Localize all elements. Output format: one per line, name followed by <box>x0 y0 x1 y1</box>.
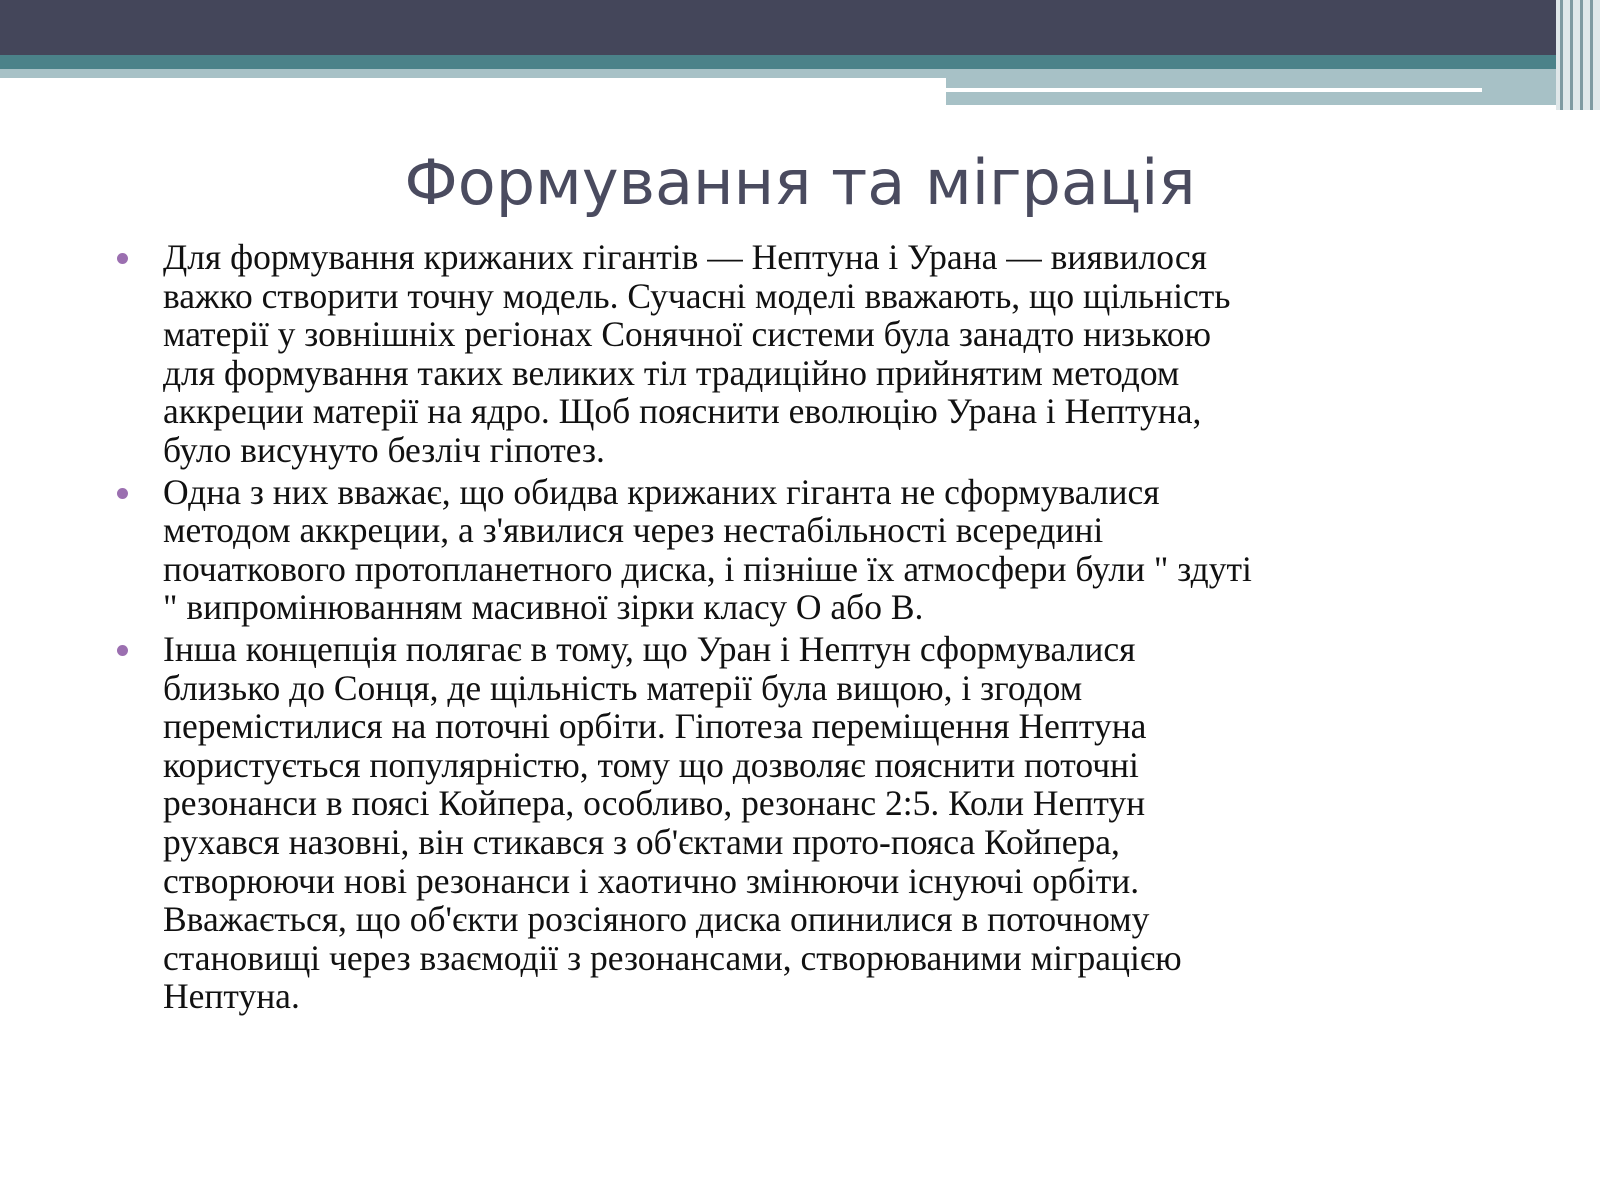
corner-stripe <box>1570 0 1573 110</box>
bullet-line: близько до Сонця, де щільність матерії була вищою, і згодом <box>163 667 1083 708</box>
bullet-line: було висунуто безліч гіпотез. <box>163 429 605 470</box>
bullet-line: користується популярністю, тому що дозволяє пояснити поточні <box>163 744 1139 785</box>
bullet-line: Для формування крижаних гігантів — Нептуна і Урана — виявилося <box>163 237 1207 277</box>
bullet-icon <box>117 253 128 264</box>
bullet-item <box>115 473 1520 627</box>
bullet-line: резонанси в поясі Койпера, особливо, резонанс 2:5. Коли Нептун <box>163 783 1146 824</box>
header-band-dark <box>0 0 1600 55</box>
bullet-line: аккреции матерії на ядро. Щоб пояснити еволюцію Урана і Нептуна, <box>163 391 1202 432</box>
bullet-icon <box>117 488 128 499</box>
bullet-list <box>115 238 1520 1019</box>
bullet-line: " випромінюванням масивної зірки класу O або B. <box>163 587 924 628</box>
bullet-line: методом аккреции, а з'явилися через нестабільності всередині <box>163 510 1104 551</box>
bullet-line: Інша концепція полягає в тому, що Уран і Нептун сформувалися <box>163 628 1136 669</box>
bullet-item <box>115 630 1520 1016</box>
bullet-line: створюючи нові резонанси і хаотично змінюючи існуючі орбіти. <box>163 860 1140 901</box>
bullet-line: початкового протопланетного диска, і пізніше їх атмосфери були " здуті <box>163 548 1252 589</box>
bullet-line: перемістилися на поточні орбіти. Гіпотеза переміщення Нептуна <box>163 706 1147 747</box>
header-band-light-left <box>0 69 946 78</box>
corner-stripe <box>1590 0 1593 110</box>
bullet-line: важко створити точну модель. Сучасні моделі вважають, що щільність <box>163 275 1231 316</box>
bullet-item <box>115 238 1520 470</box>
header-band-light-right <box>946 69 1600 105</box>
bullet-line: рухався назовні, він стикався з об'єктами прото-пояса Койпера, <box>163 821 1120 862</box>
bullet-line: Одна з них вважає, що обидва крижаних гіганта не сформувалися <box>163 471 1160 512</box>
bullet-line: для формування таких великих тіл традиційно прийнятим методом <box>163 352 1180 393</box>
bullet-line: Вважається, що об'єкти розсіяного диска опинилися в поточному <box>163 899 1150 940</box>
bullet-line: матерії у зовнішніх регіонах Сонячної системи була занадто низькою <box>163 314 1212 355</box>
header-band-teal <box>0 55 1600 69</box>
header-divider-line <box>946 88 1482 92</box>
corner-stripe <box>1580 0 1583 110</box>
bullet-line: становищі через взаємодії з резонансами, створюваними міграцією <box>163 937 1182 978</box>
corner-stripes <box>1556 0 1600 110</box>
corner-stripe <box>1560 0 1563 110</box>
header-notch <box>1290 105 1600 109</box>
slide-title: Формування та міграція <box>404 146 1196 219</box>
bullet-icon <box>117 645 128 656</box>
bullet-line: Нептуна. <box>163 976 300 1017</box>
